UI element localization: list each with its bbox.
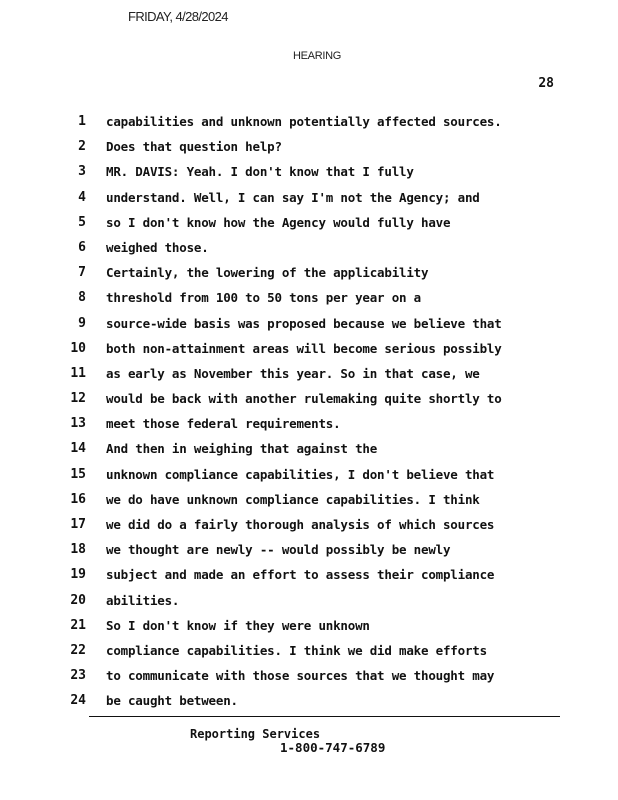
line-number: 1 xyxy=(78,114,86,129)
header-date: FRIDAY, 4/28/2024 xyxy=(128,9,228,24)
transcript-body xyxy=(0,113,618,718)
line-number: 16 xyxy=(70,491,86,507)
transcript-line xyxy=(0,340,618,365)
line-number: 6 xyxy=(78,239,86,255)
line-number: 3 xyxy=(78,164,86,180)
line-text: understand. Well, I can say I'm not the Agency; and xyxy=(106,189,480,205)
footer-company: Reporting Services xyxy=(190,727,321,741)
line-number: 5 xyxy=(78,214,86,230)
transcript-line xyxy=(0,692,618,717)
transcript-line xyxy=(0,239,618,264)
line-text: capabilities and unknown potentially affected sources. xyxy=(106,114,502,129)
line-number: 10 xyxy=(70,340,86,356)
line-text: both non-attainment areas will become serious possibly xyxy=(106,340,502,356)
line-number: 15 xyxy=(70,466,86,482)
line-number: 11 xyxy=(70,365,86,381)
transcript-line xyxy=(0,138,618,163)
transcript-line xyxy=(0,592,618,617)
line-text: Does that question help? xyxy=(106,139,282,155)
transcript-line xyxy=(0,390,618,415)
transcript-line xyxy=(0,516,618,541)
line-number: 18 xyxy=(70,542,86,558)
line-text: we did do a fairly thorough analysis of which sources xyxy=(106,517,495,532)
line-text: So I don't know if they were unknown xyxy=(106,617,370,633)
transcript-line xyxy=(0,617,618,642)
line-number: 24 xyxy=(70,693,86,709)
transcript-line xyxy=(0,163,618,188)
page-number: 28 xyxy=(538,76,554,91)
line-text: And then in weighing that against the xyxy=(106,441,378,457)
transcript-line xyxy=(0,642,618,667)
transcript-line xyxy=(0,365,618,390)
line-number: 17 xyxy=(70,517,86,532)
line-number: 19 xyxy=(70,567,86,583)
transcript-line xyxy=(0,566,618,591)
line-text: would be back with another rulemaking quite shortly to xyxy=(106,391,502,407)
line-text: we thought are newly -- would possibly be newly xyxy=(106,542,451,558)
transcript-line xyxy=(0,415,618,440)
footer-phone: 1-800-747-6789 xyxy=(280,740,386,755)
line-number: 14 xyxy=(70,441,86,457)
transcript-line xyxy=(0,491,618,516)
line-number: 21 xyxy=(70,617,86,633)
line-text: meet those federal requirements. xyxy=(106,416,341,432)
transcript-line xyxy=(0,264,618,289)
transcript-line xyxy=(0,189,618,214)
line-text: abilities. xyxy=(106,592,180,608)
line-text: threshold from 100 to 50 tons per year on a xyxy=(106,290,422,306)
line-number: 4 xyxy=(78,189,86,205)
transcript-line xyxy=(0,315,618,340)
line-text: subject and made an effort to assess their compliance xyxy=(106,567,495,583)
line-number: 7 xyxy=(78,265,86,281)
transcript-line xyxy=(0,466,618,491)
line-text: weighed those. xyxy=(106,239,209,255)
transcript-line xyxy=(0,440,618,465)
line-text: as early as November this year. So in that case, we xyxy=(106,365,480,381)
line-text: to communicate with those sources that we thought may xyxy=(106,668,495,684)
line-text: unknown compliance capabilities, I don't believe that xyxy=(106,466,495,482)
line-text: so I don't know how the Agency would fully have xyxy=(106,214,451,230)
line-text: source-wide basis was proposed because we believe that xyxy=(106,315,502,331)
line-number: 13 xyxy=(70,416,86,432)
transcript-line xyxy=(0,289,618,314)
line-number: 20 xyxy=(70,592,86,608)
transcript-line xyxy=(0,214,618,239)
line-number: 22 xyxy=(70,642,86,658)
line-text: Certainly, the lowering of the applicability xyxy=(106,265,429,281)
transcript-line xyxy=(0,667,618,692)
line-number: 8 xyxy=(78,290,86,306)
line-text: be caught between. xyxy=(106,693,238,709)
document-title: HEARING xyxy=(292,50,342,62)
transcript-line xyxy=(0,541,618,566)
line-number: 12 xyxy=(70,391,86,407)
line-number: 2 xyxy=(78,139,86,155)
line-text: we do have unknown compliance capabilities. I think xyxy=(106,491,480,507)
footer-divider xyxy=(89,716,560,717)
transcript-line xyxy=(0,113,618,138)
line-text: compliance capabilities. I think we did make efforts xyxy=(106,642,487,658)
line-number: 23 xyxy=(70,668,86,684)
line-number: 9 xyxy=(78,315,86,331)
line-text: MR. DAVIS: Yeah. I don't know that I fully xyxy=(106,164,414,180)
